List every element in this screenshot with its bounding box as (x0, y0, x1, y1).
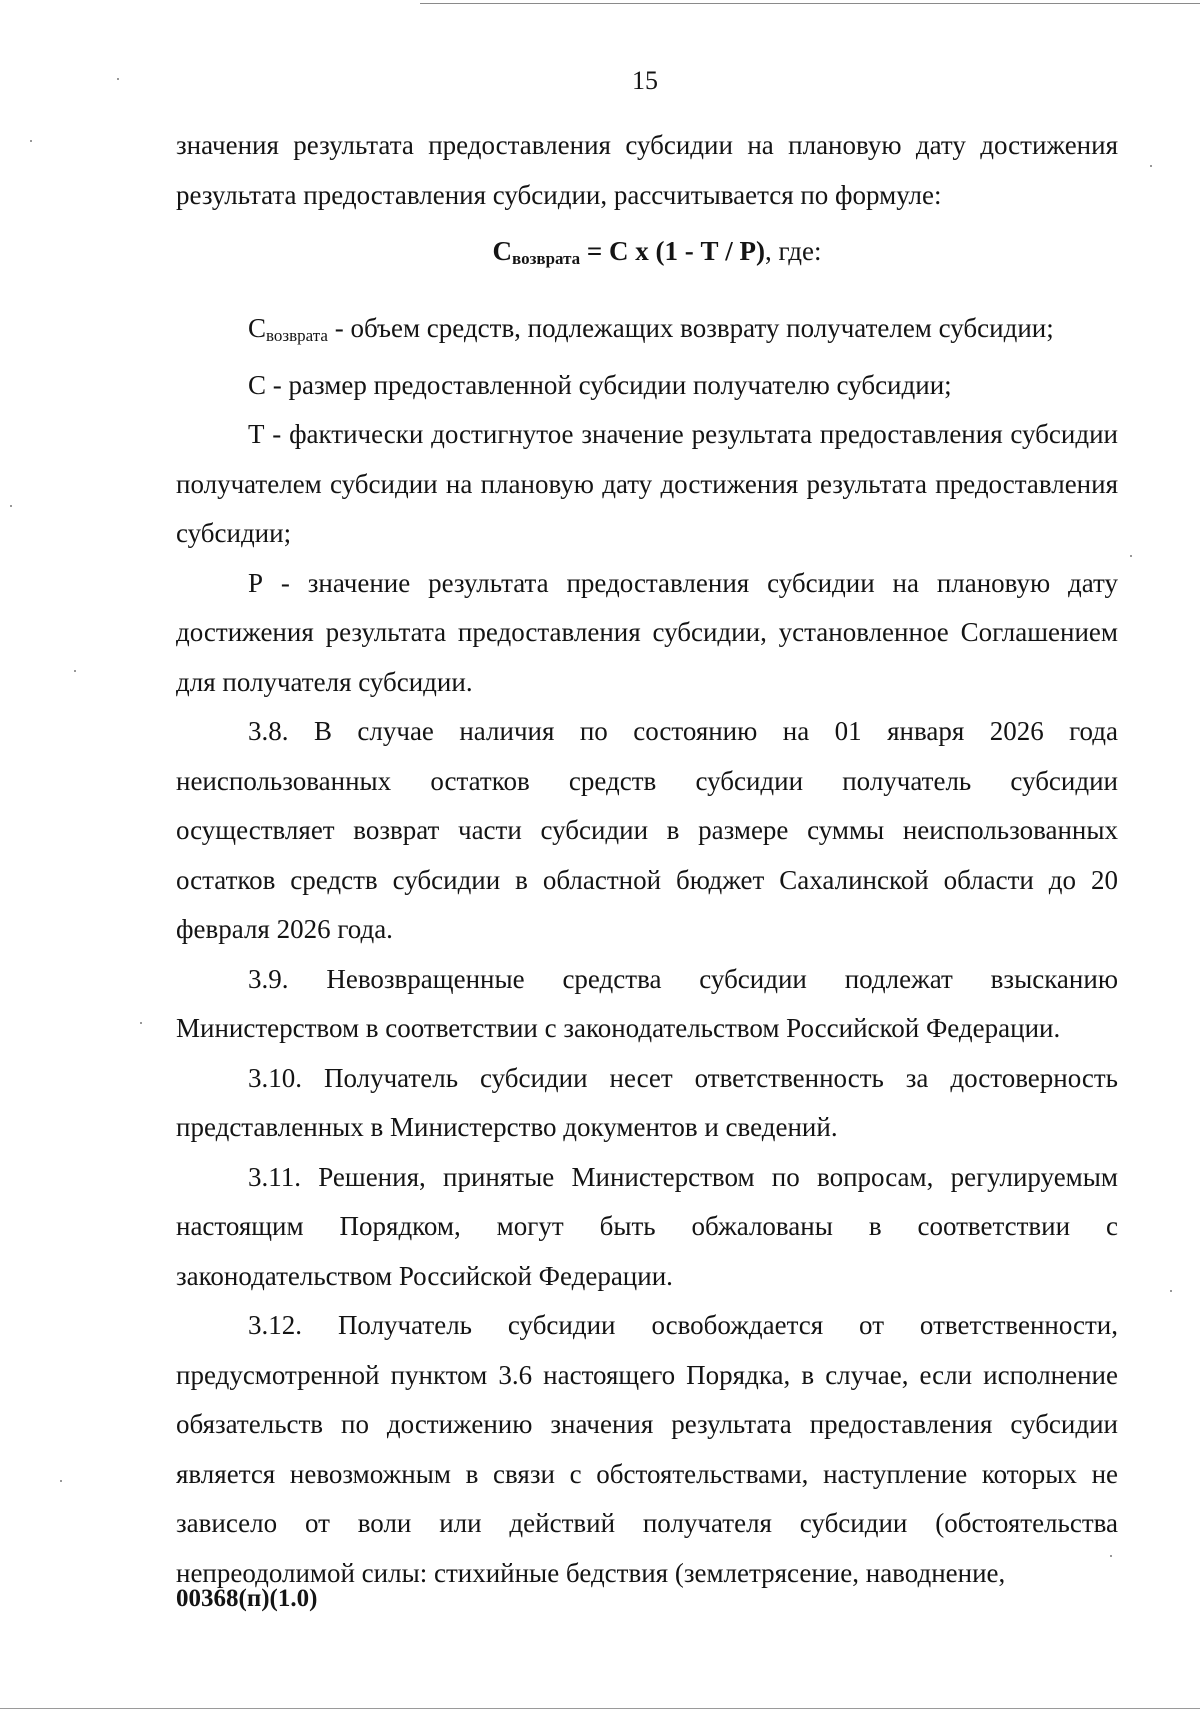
definition-symbol: С (248, 369, 267, 400)
definition-subscript: возврата (266, 326, 328, 345)
definition-text: - размер предоставленной субсидии получателю субсидии; (266, 369, 952, 400)
definition-text: - объем средств, подлежащих возврату получателем субсидии; (327, 313, 1054, 343)
clause-paragraph: 3.12. Получатель субсидии освобождается от ответственности, предусмотренной пунктом 3.6 настоящего Порядка, в случае, если исполнение обязательств по достижению значения результата предоставления субсидии является невозможным в связи с обстоятельствами, наступление которых не зависело от воли или действий получателя субсидии (обстоятельства непреодолимой силы: стихийные бедствия (землетрясение, наводнение, (176, 1310, 1118, 1588)
scan-speck (30, 140, 32, 142)
definition-text: - значение результата предоставления субсидии на плановую дату достижения результата предоставления субсидии, установленное Соглашением для получателя субсидии. (176, 567, 1118, 697)
scan-speck (1150, 165, 1152, 167)
scan-speck (60, 1480, 62, 1482)
scan-speck (1130, 555, 1132, 557)
clause-paragraph: 3.9. Невозвращенные средства субсидии подлежат взысканию Министерством в соответствии с законодательством Российской Федерации. (176, 963, 1118, 1043)
formula-expression: = С х (1 - Т / Р) (580, 236, 766, 266)
scan-speck (10, 505, 12, 507)
scan-speck (74, 670, 76, 672)
definition-paragraph (176, 304, 1118, 361)
scan-speck (1170, 1290, 1172, 1292)
scan-speck (117, 78, 119, 80)
definition-symbol: Т (248, 419, 265, 449)
definition-paragraph (176, 361, 1118, 411)
page-number: 15 (632, 66, 658, 95)
definition-paragraph (176, 410, 1118, 559)
definition-text: - фактически достигнутое значение результата предоставления субсидии получателем субсидии на плановую дату достижения результата предоставления субсидии; (176, 419, 1118, 548)
formula (176, 225, 1118, 277)
intro-paragraph: значения результата предоставления субсидии на плановую дату достижения результата предоставления субсидии, рассчитывается по формуле: (176, 130, 1118, 210)
clause-paragraph: 3.10. Получатель субсидии несет ответственность за достоверность представленных в Министерство документов и сведений. (176, 1062, 1118, 1142)
document-code: 00368(п)(1.0) (176, 1585, 318, 1612)
definition-symbol: Р (248, 567, 264, 598)
scan-speck (140, 1022, 142, 1024)
definition-paragraph (176, 559, 1118, 708)
scan-speck (1110, 1555, 1112, 1557)
definition-symbol: С (248, 313, 267, 343)
scan-edge-line (420, 3, 1200, 4)
document-body (176, 121, 1118, 1598)
formula-symbol: С (492, 236, 512, 266)
clause-paragraph: 3.8. В случае наличия по состоянию на 01 января 2026 года неиспользованных остатков средств субсидии получатель субсидии осуществляет возврат части субсидии в размере суммы неиспользованных остатков средств субсидии в областной бюджет Сахалинской области до 20 февраля 2026 года. (176, 716, 1118, 944)
clause-paragraph: 3.11. Решения, принятые Министерством по вопросам, регулируемым настоящим Порядком, могут быть обжалованы в соответствии с законодательством Российской Федерации. (176, 1161, 1118, 1291)
formula-suffix: , где: (765, 236, 822, 266)
scan-edge-line (0, 1708, 1200, 1709)
formula-subscript: возврата (512, 249, 581, 268)
